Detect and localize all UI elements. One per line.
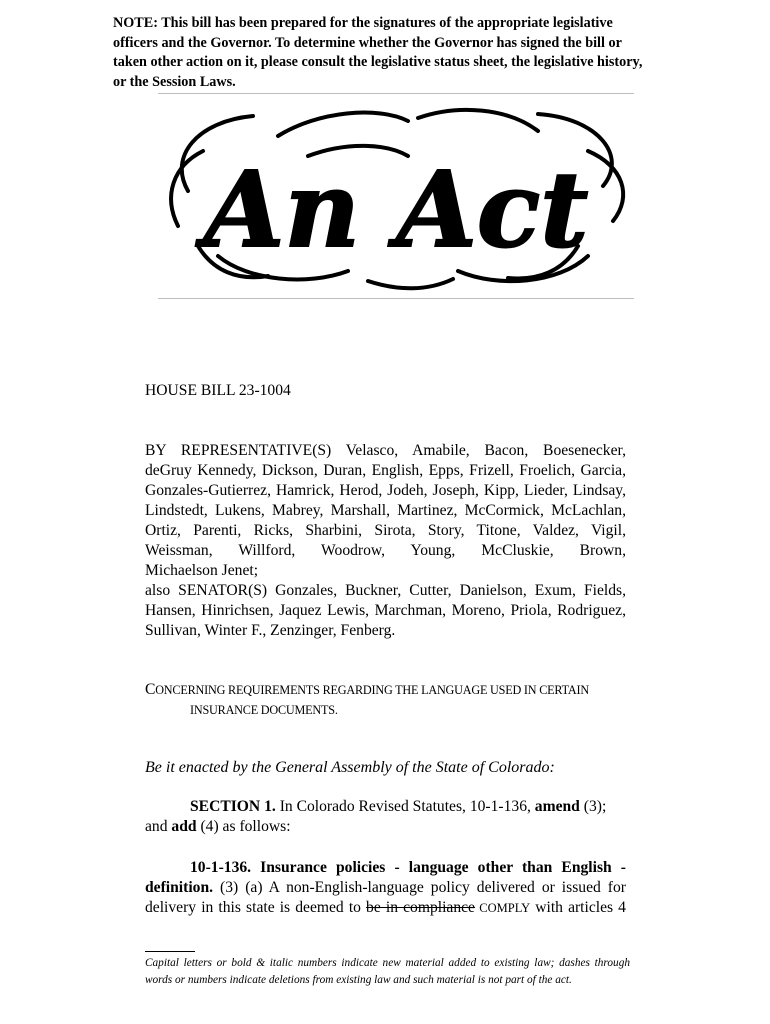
bottom-divider	[158, 298, 634, 299]
enacting-clause: Be it enacted by the General Assembly of the State of Colorado:	[145, 759, 555, 776]
subsection-text: with articles 4	[530, 899, 626, 916]
add-keyword: add	[171, 818, 197, 835]
section-1-heading: SECTION 1.	[190, 798, 276, 815]
an-act-seal	[158, 96, 634, 296]
deleted-text: be in compliance	[366, 899, 475, 916]
amend-keyword: amend	[534, 798, 580, 815]
bill-title	[145, 680, 635, 720]
section-1	[145, 797, 626, 837]
sponsor-line: also SENATOR(S) Gonzales, Buckner, Cutter, Danielson, Exum, Fields,	[145, 582, 626, 599]
sponsor-line: BY REPRESENTATIVE(S) Velasco, Amabile, Bacon, Boesenecker,	[145, 442, 626, 459]
sponsor-line: deGruy Kennedy, Dickson, Duran, English, Epps, Frizell, Froelich, Garcia,	[145, 462, 626, 479]
sponsor-line: Gonzales-Gutierrez, Hamrick, Herod, Jodeh, Joseph, Kipp, Lieder, Lindsay,	[145, 482, 626, 499]
subsection-heading-cont: definition.	[145, 879, 214, 896]
subsection-line	[145, 898, 626, 918]
title-line-1: ONCERNING REQUIREMENTS REGARDING THE LANGUAGE USED IN CERTAIN	[155, 683, 589, 697]
section-1-text: and	[145, 818, 172, 835]
legislative-note: NOTE: This bill has been prepared for the signatures of the appropriate legislative officers and the Governor. To determine whether the Governor has signed the bill or taken other action on it, please consult the legislative status sheet, the legislative history, or the Session Laws.	[113, 15, 643, 90]
statute-subsection	[145, 858, 626, 918]
top-divider	[158, 93, 634, 94]
sponsors-block	[145, 441, 626, 641]
inserted-text: COMPLY	[474, 901, 531, 915]
section-1-text: (3);	[579, 798, 607, 815]
subsection-line	[145, 878, 626, 898]
subsection-heading-line	[145, 858, 626, 878]
subsection-text: delivery in this state is deemed to	[145, 899, 367, 916]
section-1-text: In Colorado Revised Statutes, 10-1-136,	[275, 798, 535, 815]
title-initial: C	[145, 681, 156, 698]
footnote: Capital letters or bold & italic numbers indicate new material added to existing law; dashes through words or numbers indicate deletions from existing law and such material is not part of the act.	[145, 957, 630, 986]
sponsor-line: Sullivan, Winter F., Zenzinger, Fenberg.	[145, 622, 396, 639]
sponsor-line: Michaelson Jenet;	[145, 562, 259, 579]
footnote-rule	[145, 951, 195, 952]
sponsor-line: Hansen, Hinrichsen, Jaquez Lewis, Marchman, Moreno, Priola, Rodriguez,	[145, 602, 626, 619]
title-line-2: INSURANCE DOCUMENTS.	[190, 702, 338, 717]
section-1-text: (4) as follows:	[196, 818, 291, 835]
sponsor-line: Lindstedt, Lukens, Mabrey, Marshall, Martinez, McCormick, McLachlan,	[145, 502, 626, 519]
bill-number: HOUSE BILL 23-1004	[145, 382, 291, 399]
seal-lettering: An Act	[203, 148, 589, 271]
sponsor-line: Weissman, Willford, Woodrow, Young, McCluskie, Brown,	[145, 542, 626, 559]
sponsor-line: Ortiz, Parenti, Ricks, Sharbini, Sirota, Story, Titone, Valdez, Vigil,	[145, 522, 626, 539]
subsection-text: (3) (a) A non-English-language policy delivered or issued for	[213, 879, 626, 896]
subsection-heading: 10-1-136. Insurance policies - language other than English -	[190, 859, 626, 876]
